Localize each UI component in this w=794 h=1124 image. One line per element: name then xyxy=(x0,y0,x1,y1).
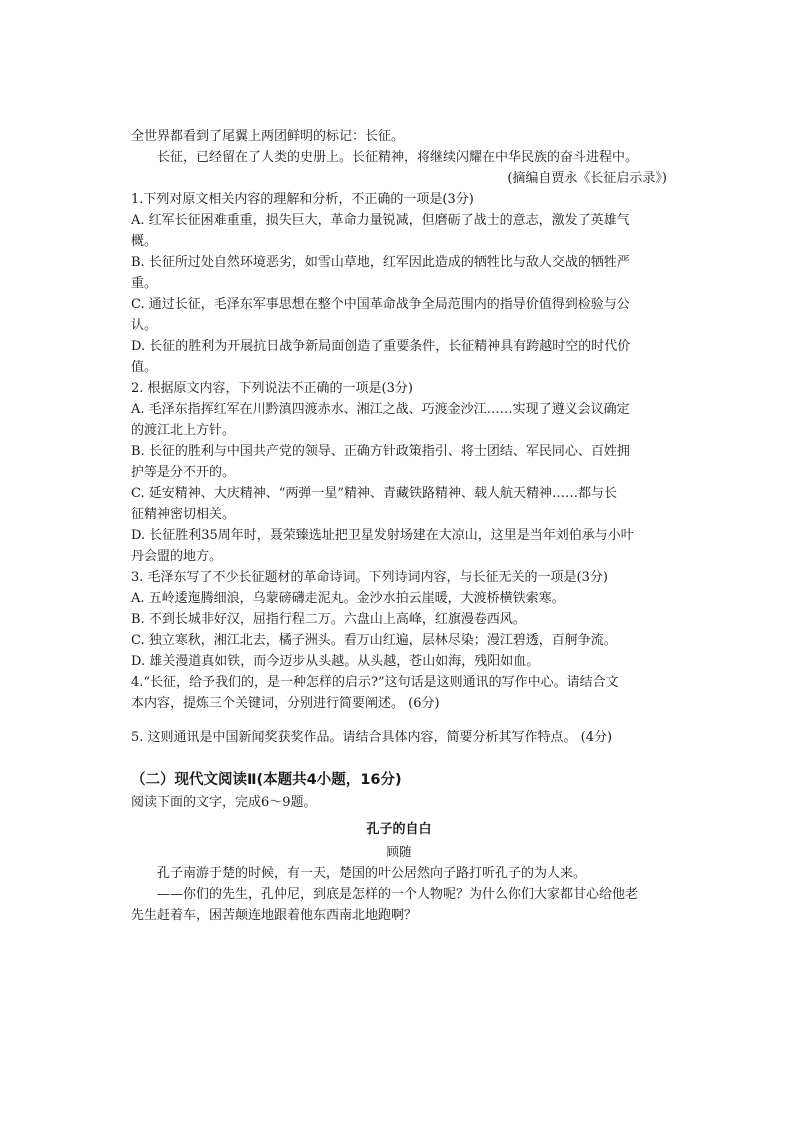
text-line: 长征，已经留在了人类的史册上。长征精神，将继续闪耀在中华民族的奋斗进程中。 xyxy=(157,150,639,165)
option-line: B. 长征的胜利与中国共产党的领导、正确方针政策指引、将士团结、军民同心、百姓拥 xyxy=(131,444,630,459)
option-line: A. 五岭逶迤腾细浪，乌蒙磅礴走泥丸。金沙水拍云崖暖，大渡桥横铁索寒。 xyxy=(131,591,565,606)
question-stem: 1.下列对原文相关内容的理解和分析，不正确的一项是(3分) xyxy=(131,192,474,207)
option-line: 护等是分不开的。 xyxy=(131,465,236,480)
question-3 xyxy=(131,567,667,672)
option-line: 值。 xyxy=(131,360,158,375)
question-stem: 2. 根据原文内容，下列说法不正确的一项是(3分) xyxy=(131,381,413,396)
option-line: A. 红军长征困难重重，损失巨大，革命力量锐减，但磨砺了战士的意志，激发了英雄气 xyxy=(131,213,630,228)
option-line: 征精神密切相关。 xyxy=(131,507,236,522)
page-content xyxy=(131,126,667,926)
option-line: 重。 xyxy=(131,276,158,291)
option-line: 认。 xyxy=(131,318,158,333)
option-line: 的渡江北上方针。 xyxy=(131,423,236,438)
question-1 xyxy=(131,189,667,378)
text-line: 全世界都看到了尾翼上两团鲜明的标记：长征。 xyxy=(131,129,405,144)
option-line: B. 不到长城非好汉，屈指行程二万。六盘山上高峰，红旗漫卷西风。 xyxy=(131,612,526,627)
article-title: 孔子的自白 xyxy=(366,822,432,837)
section-heading: （二）现代文阅读Ⅱ(本题共4小题，16分) xyxy=(131,772,402,788)
option-line: C. 通过长征，毛泽东军事思想在整个中国革命战争全局范围内的指导价值得到检验与公 xyxy=(131,297,630,312)
spacer xyxy=(131,714,667,727)
article-paragraph: 先生赶着车，困苦颠连地跟着他东西南北地跑啊？ xyxy=(131,908,418,923)
option-line: C. 独立寒秋，湘江北去，橘子洲头。看万山红遍，层林尽染；漫江碧透，百舸争流。 xyxy=(131,633,617,648)
section-instruction: 阅读下面的文字，完成6～9题。 xyxy=(131,795,317,810)
question-stem: 4.“长征，给予我们的，是一种怎样的启示?”这句话是这则通讯的写作中心。请结合文 xyxy=(131,675,619,690)
option-line: D. 长征胜利35周年时，聂荣臻选址把卫星发射场建在大凉山，这里是当年刘伯承与小叶 xyxy=(131,528,634,543)
article-author: 顾随 xyxy=(386,844,412,859)
option-line: D. 长征的胜利为开展抗日战争新局面创造了重要条件，长征精神具有跨越时空的时代价 xyxy=(131,339,631,354)
option-line: C. 延安精神、大庆精神、“两弹一星”精神、青藏铁路精神、载人航天精神……都与长 xyxy=(131,486,618,501)
question-2 xyxy=(131,378,667,567)
question-stem: 3. 毛泽东写了不少长征题材的革命诗词。下列诗词内容，与长征无关的一项是(3分) xyxy=(131,570,608,585)
source-note: (摘编自贾永《长征启示录》) xyxy=(507,171,667,186)
option-line: A. 毛泽东指挥红军在川黔滇四渡赤水、湘江之战、巧渡金沙江……实现了遵义会议确定 xyxy=(131,402,630,417)
question-stem: 本内容，提炼三个关键词，分别进行简要阐述。 (6分) xyxy=(131,696,440,711)
option-line: 概。 xyxy=(131,234,158,249)
option-line: 丹会盟的地方。 xyxy=(131,549,223,564)
question-5: 5. 这则通讯是中国新闻奖获奖作品。请结合具体内容，简要分析其写作特点。 (4分) xyxy=(131,730,613,745)
option-line: D. 雄关漫道真如铁，而今迈步从头越。从头越，苍山如海，残阳如血。 xyxy=(131,654,540,669)
question-4 xyxy=(131,672,667,714)
option-line: B. 长征所过处自然环境恶劣，如雪山草地，红军因此造成的牺牲比与敌人交战的牺牲严 xyxy=(131,255,630,270)
article-paragraph: 孔子南游于楚的时候，有一天，楚国的叶公居然向子路打听孔子的为人来。 xyxy=(157,866,587,881)
article-paragraph: ——你们的先生，孔仲尼，到底是怎样的一个人物呢？为什么你们大家都甘心给他老 xyxy=(157,887,639,902)
